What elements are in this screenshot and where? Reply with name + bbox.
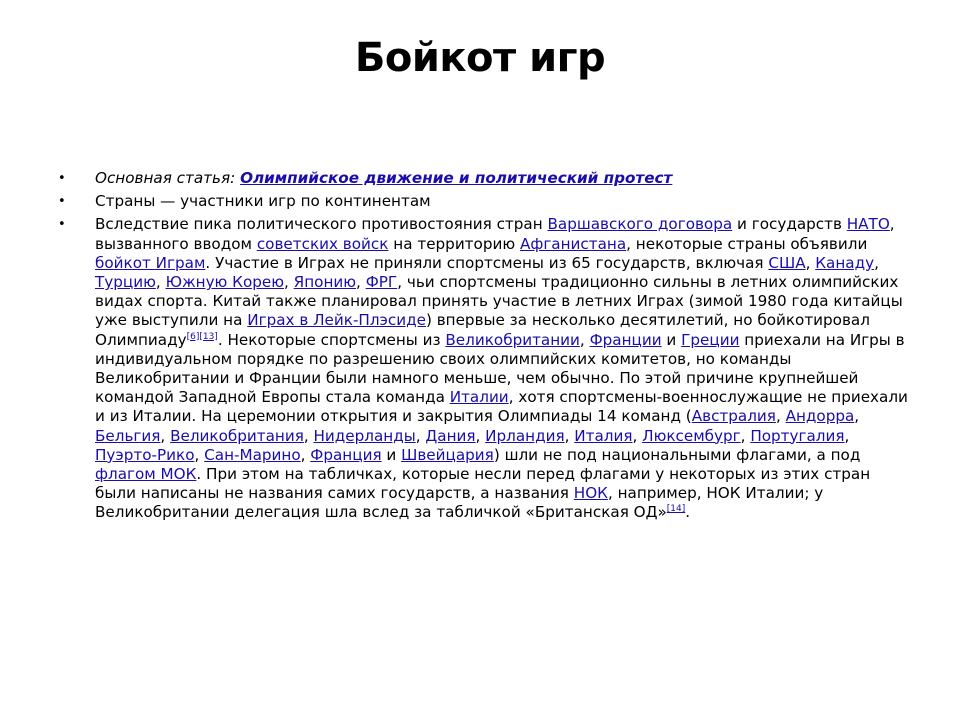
link-netherlands[interactable]: Нидерланды <box>313 426 416 445</box>
reference-group <box>667 504 685 514</box>
para-text: и <box>381 445 402 464</box>
para-text: , <box>874 253 879 272</box>
para-text: , чьи спортсмены традиционно сильны в летних олимпийских видах спорта. Китай также планировал принять участие в летних Играх (зимой 1980 года китайцы уже выступили на <box>95 273 903 330</box>
para-text: , <box>300 445 311 464</box>
link-france-team[interactable]: Франция <box>310 445 382 464</box>
para-text: , некоторые страны объявили <box>626 234 868 253</box>
para-text: , <box>155 273 166 292</box>
para-text: , вызванного вводом <box>95 215 895 253</box>
link-nato[interactable]: НАТО <box>846 215 890 234</box>
para-text: , <box>303 426 314 445</box>
link-ioc-flag[interactable]: флагом МОК <box>95 465 197 484</box>
main-article-link[interactable]: Олимпийское движение и политический протест <box>240 169 673 187</box>
para-text: , <box>284 273 294 292</box>
para-text: , <box>740 426 751 445</box>
para-text: и государств <box>732 215 847 234</box>
link-warsaw-pact[interactable]: Варшавского договора <box>547 215 733 234</box>
link-canada[interactable]: Канаду <box>815 253 875 272</box>
link-portugal[interactable]: Португалия <box>750 426 845 445</box>
link-afghanistan[interactable]: Афганистана <box>519 234 627 253</box>
para-text: , <box>775 407 786 426</box>
para-text: ) шли не под национальными флагами, а под <box>493 445 861 464</box>
para-text: , <box>854 407 860 426</box>
para-text: . <box>685 503 691 522</box>
link-andorra[interactable]: Андорра <box>785 407 855 426</box>
reference-link-13[interactable]: [13] <box>199 331 218 342</box>
slide-title: Бойкот игр <box>354 35 606 81</box>
link-australia[interactable]: Австралия <box>691 407 776 426</box>
para-text: . При этом на табличках, которые несли перед флагами у некоторых из этих стран были написаны не названия самих государств, а названия <box>95 465 871 503</box>
link-belgium[interactable]: Бельгия <box>95 426 161 445</box>
reference-link-6[interactable]: [6] <box>186 331 200 342</box>
link-soviet-troops[interactable]: советских войск <box>256 234 389 253</box>
para-text: Вследствие пика политического противостояния стран <box>95 215 548 234</box>
para-text: , <box>579 330 590 349</box>
para-text: , <box>564 426 575 445</box>
para-text: , <box>475 426 486 445</box>
para-text: , <box>160 426 171 445</box>
bullet-dot-icon: • <box>58 194 66 210</box>
link-ireland[interactable]: Ирландия <box>485 426 565 445</box>
link-greece[interactable]: Греции <box>681 330 740 349</box>
link-south-korea[interactable]: Южную Корею <box>165 273 285 292</box>
bullet-main-article <box>58 169 908 188</box>
para-text: , <box>194 445 205 464</box>
link-lake-placid[interactable]: Играх в Лейк-Плэсиде <box>247 311 426 330</box>
link-switzerland[interactable]: Швейцария <box>401 445 494 464</box>
para-text: , <box>632 426 643 445</box>
bullet-dot-icon: • <box>58 217 66 233</box>
para-text: , хотя спортсмены-военнослужащие не приехали и из Италии. На церемонии открытия и закрытия Олимпиады 14 команд ( <box>95 388 908 426</box>
link-japan[interactable]: Японию <box>293 273 357 292</box>
para-text: ) впервые за несколько десятилетий, но бойкотировал Олимпиаду <box>95 311 870 349</box>
link-puerto-rico[interactable]: Пуэрто-Рико <box>95 445 195 464</box>
para-text: , <box>844 426 850 445</box>
main-article-prefix: Основная статья <box>95 169 231 187</box>
para-text: , <box>415 426 426 445</box>
bullet-list <box>58 169 908 527</box>
reference-group <box>187 332 218 342</box>
para-text: , например, НОК Италии; у Великобритании делегация шла вслед за табличкой «Британская ОД» <box>95 484 824 522</box>
link-san-marino[interactable]: Сан-Марино <box>204 445 301 464</box>
link-italia[interactable]: Италия <box>574 426 633 445</box>
para-text: . Участие в Играх не приняли спортсмены из 65 государств, включая <box>205 253 769 272</box>
para-text: и <box>661 330 682 349</box>
reference-link-14[interactable]: [14] <box>666 504 686 515</box>
link-luxembourg[interactable]: Люксембург <box>642 426 741 445</box>
link-france[interactable]: Франции <box>589 330 662 349</box>
para-text: , <box>356 273 366 292</box>
link-denmark[interactable]: Дания <box>425 426 476 445</box>
link-usa[interactable]: США <box>768 253 806 272</box>
bullet-countries-caption <box>58 192 908 211</box>
bullet-dot-icon: • <box>58 171 66 186</box>
link-great-britain[interactable]: Великобритании <box>445 330 580 349</box>
main-article-colon: : <box>230 169 241 187</box>
link-frg[interactable]: ФРГ <box>365 273 398 292</box>
link-turkey[interactable]: Турцию <box>95 273 156 292</box>
bullet-paragraph <box>58 215 908 522</box>
link-boycott[interactable]: бойкот Играм <box>95 253 206 272</box>
para-text: на территорию <box>388 234 520 253</box>
para-text: , <box>805 253 816 272</box>
link-uk[interactable]: Великобритания <box>170 426 304 445</box>
para-text: . Некоторые спортсмены из <box>217 330 446 349</box>
countries-caption: Страны — участники игр по континентам <box>95 192 431 211</box>
link-italy[interactable]: Италии <box>449 388 509 407</box>
para-text: приехали на Игры в индивидуальном порядке по разрешению своих олимпийских комитетов, но команды Великобритании и Франции были намного меньше, чем обычно. По этой причине крупнейшей командой Западной Европы стала команда <box>95 330 905 407</box>
link-noc[interactable]: НОК <box>573 484 608 503</box>
